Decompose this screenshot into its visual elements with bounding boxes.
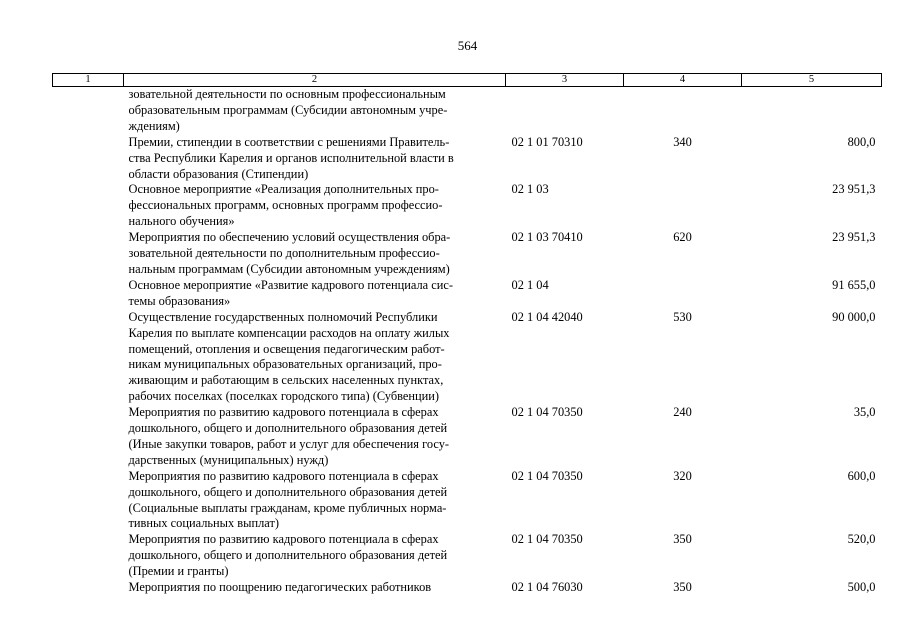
row-name-line: рабочих поселках (поселках городского типа) (Субвенции)	[128, 389, 440, 404]
table-header	[53, 74, 882, 87]
row-expense-type-cell: 340	[673, 134, 692, 149]
row-name-line: Карелия по выплате компенсации расходов на оплату жилых	[128, 325, 450, 340]
row-name-line: никам муниципальных образовательных организаций, про-	[128, 357, 442, 372]
table-row	[53, 580, 882, 596]
row-name-line: тивных социальных выплат)	[128, 516, 280, 531]
row-code-cell: 02 1 01 70310	[511, 134, 583, 149]
row-number-cell	[53, 405, 124, 469]
column-header-3: 3	[506, 74, 624, 87]
row-number-cell	[53, 182, 124, 230]
row-name-line: (Иные закупки товаров, работ и услуг для обеспечения госу-	[128, 436, 450, 451]
page-number: 564	[457, 38, 478, 53]
row-name-cell	[124, 469, 506, 533]
row-code-cell: 02 1 04 70350	[511, 468, 583, 483]
row-name-line: Мероприятия по развитию кадрового потенциала в сферах	[128, 532, 439, 547]
row-number-cell	[53, 310, 124, 405]
row-name-cell	[124, 230, 506, 278]
column-header-2: 2	[124, 74, 506, 87]
row-name-line: Основное мероприятие «Развитие кадрового потенциала сис-	[128, 277, 454, 292]
row-name-line: живающим и работающим в сельских населенных пунктах,	[128, 373, 444, 388]
row-amount-cell: 91 655,0	[832, 277, 876, 292]
table-row	[53, 469, 882, 533]
row-code-cell: 02 1 04 70350	[511, 532, 583, 547]
row-code-cell: 02 1 03	[511, 182, 549, 197]
row-name-line: Мероприятия по поощрению педагогических работников	[128, 580, 432, 595]
row-name-line: ждениям)	[128, 118, 180, 133]
row-name-cell	[124, 310, 506, 405]
row-name-line: дошкольного, общего и дополнительного образования детей	[128, 421, 448, 436]
row-name-line: дарственных (муниципальных) нужд)	[128, 452, 329, 467]
row-amount-cell: 23 951,3	[832, 230, 876, 245]
row-code-cell: 02 1 03 70410	[511, 230, 583, 245]
row-code-cell: 02 1 04 42040	[511, 309, 583, 324]
table-row	[53, 405, 882, 469]
row-amount-cell: 90 000,0	[832, 309, 876, 324]
row-amount-cell: 500,0	[847, 580, 876, 595]
row-expense-type-cell: 620	[673, 230, 692, 245]
row-name-cell	[124, 278, 506, 310]
budget-table	[52, 73, 882, 596]
table-row	[53, 182, 882, 230]
row-amount-cell: 520,0	[847, 532, 876, 547]
row-name-cell	[124, 87, 506, 135]
row-number-cell	[53, 580, 124, 596]
row-code-cell: 02 1 04 70350	[511, 405, 583, 420]
table-row	[53, 135, 882, 183]
row-expense-type-cell: 240	[673, 405, 692, 420]
row-name-line: Осуществление государственных полномочий Республики	[128, 309, 438, 324]
row-amount-cell: 800,0	[847, 134, 876, 149]
row-name-cell	[124, 182, 506, 230]
row-name-cell	[124, 580, 506, 596]
row-name-line: Мероприятия по развитию кадрового потенциала в сферах	[128, 468, 439, 483]
table-row	[53, 532, 882, 580]
row-name-cell	[124, 405, 506, 469]
row-name-cell	[124, 532, 506, 580]
row-name-line: дошкольного, общего и дополнительного образования детей	[128, 548, 448, 563]
row-expense-type-cell: 350	[673, 580, 692, 595]
row-name-line: зовательной деятельности по основным профессиональным	[128, 87, 446, 101]
row-name-line: зовательной деятельности по дополнительным профессио-	[128, 246, 440, 261]
row-name-line: нального обучения»	[128, 214, 235, 229]
row-name-line: области образования (Стипендии)	[128, 166, 309, 181]
row-amount-cell	[742, 87, 882, 135]
row-expense-type-cell: 350	[673, 532, 692, 547]
row-name-line: образовательным программам (Субсидии автономным учре-	[128, 102, 448, 117]
table-body	[53, 87, 882, 597]
table-row	[53, 310, 882, 405]
row-name-cell	[124, 135, 506, 183]
table-row	[53, 230, 882, 278]
table-row	[53, 87, 882, 135]
row-expense-type-cell	[624, 87, 742, 135]
row-number-cell	[53, 230, 124, 278]
row-name-line: Мероприятия по развитию кадрового потенциала в сферах	[128, 405, 439, 420]
row-amount-cell: 35,0	[853, 405, 876, 420]
row-number-cell	[53, 135, 124, 183]
row-amount-cell: 600,0	[847, 468, 876, 483]
row-name-line: (Социальные выплаты гражданам, кроме публичных норма-	[128, 500, 447, 515]
row-number-cell	[53, 532, 124, 580]
row-name-line: Премии, стипендии в соответствии с решениями Правитель-	[128, 134, 450, 149]
column-header-1: 1	[53, 74, 124, 87]
header-row	[53, 74, 882, 87]
row-number-cell	[53, 469, 124, 533]
row-code-cell	[506, 87, 624, 135]
column-header-5: 5	[742, 74, 882, 87]
row-name-line: Мероприятия по обеспечению условий осуществления обра-	[128, 230, 451, 245]
row-code-cell: 02 1 04 76030	[511, 580, 583, 595]
row-name-line: ства Республики Карелия и органов исполнительной власти в	[128, 150, 454, 165]
row-expense-type-cell	[624, 182, 742, 230]
row-name-line: фессиональных программ, основных программ профессио-	[128, 198, 443, 213]
row-name-line: помещений, отопления и освещения педагогическим работ-	[128, 341, 445, 356]
row-code-cell: 02 1 04	[511, 277, 549, 292]
row-name-line: (Премии и гранты)	[128, 564, 229, 579]
table-row	[53, 278, 882, 310]
row-expense-type-cell	[624, 278, 742, 310]
row-name-line: дошкольного, общего и дополнительного образования детей	[128, 484, 448, 499]
column-header-4: 4	[624, 74, 742, 87]
row-name-line: Основное мероприятие «Реализация дополнительных про-	[128, 182, 439, 197]
row-number-cell	[53, 87, 124, 135]
row-number-cell	[53, 278, 124, 310]
row-name-line: нальным программам (Субсидии автономным учреждениям)	[128, 261, 450, 276]
row-expense-type-cell: 320	[673, 468, 692, 483]
row-amount-cell: 23 951,3	[832, 182, 876, 197]
row-name-line: темы образования»	[128, 293, 231, 308]
row-expense-type-cell: 530	[673, 309, 692, 324]
